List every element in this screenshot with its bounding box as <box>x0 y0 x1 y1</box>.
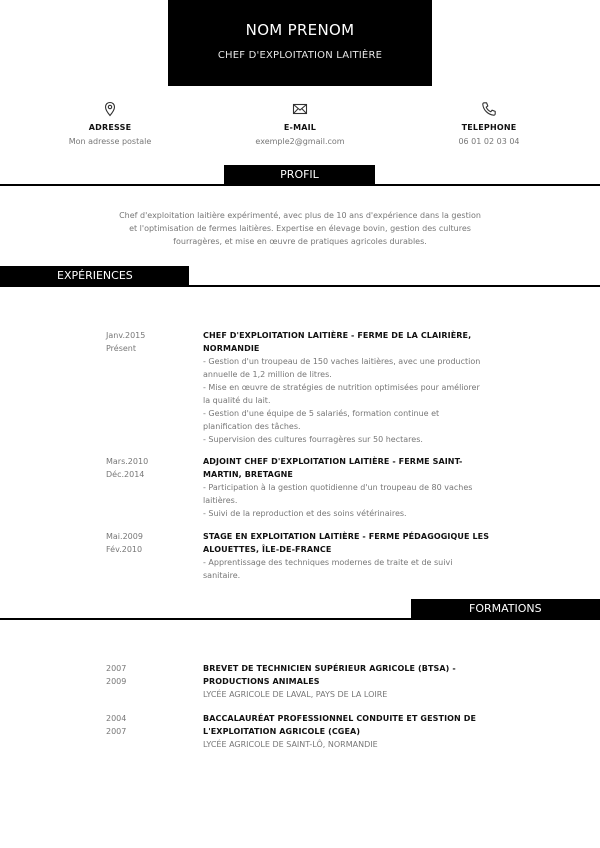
desc-line: - Gestion d'un troupeau de 150 vaches laitières, avec une production <box>203 357 481 366</box>
experience-title <box>203 530 493 556</box>
contact-address <box>10 101 210 146</box>
map-pin-icon <box>102 101 118 117</box>
title-line: BACCALAURÉAT PROFESSIONNEL CONDUITE ET GESTION DE <box>203 714 477 723</box>
title-line: L'EXPLOITATION AGRICOLE (CGEA) <box>203 727 361 736</box>
experience-description <box>203 556 493 582</box>
desc-line: sanitaire. <box>203 571 241 580</box>
date-end: 2009 <box>106 677 127 686</box>
contact-email <box>200 101 400 146</box>
date-end: 2007 <box>106 727 127 736</box>
experience-description <box>203 481 493 520</box>
experience-title <box>203 329 493 355</box>
desc-line: - Gestion d'une équipe de 5 salariés, formation continue et <box>203 409 440 418</box>
formations-heading: FORMATIONS <box>411 599 600 619</box>
experience-item <box>203 530 493 582</box>
formation-title <box>203 662 493 688</box>
profil-text <box>108 209 492 248</box>
desc-line: annuelle de 1,2 million de litres. <box>203 370 332 379</box>
title-line: STAGE EN EXPLOITATION LAITIÈRE - FERME PÉDAGOGIQUE LES <box>203 532 490 541</box>
job-title: CHEF D'EXPLOITATION LAITIÈRE <box>217 50 383 61</box>
desc-line: la qualité du lait. <box>203 396 271 405</box>
formation-title <box>203 712 493 738</box>
desc-line: - Apprentissage des techniques modernes de traite et de suivi <box>203 558 453 567</box>
experience-title <box>203 455 493 481</box>
profil-line: et l'optimisation de fermes laitières. Expertise en élevage bovin, gestion des cultures <box>129 224 471 233</box>
date-start: Janv.2015 <box>106 331 146 340</box>
formation-school: LYCÉE AGRICOLE DE SAINT-LÔ, NORMANDIE <box>203 740 378 749</box>
contact-phone <box>389 101 589 146</box>
experiences-heading: EXPÉRIENCES <box>0 266 189 286</box>
date-end: Présent <box>106 344 137 353</box>
experience-description <box>203 355 493 446</box>
header-box <box>168 0 432 86</box>
profil-heading: PROFIL <box>224 165 375 185</box>
date-start: Mars.2010 <box>106 457 149 466</box>
title-line: CHEF D'EXPLOITATION LAITIÈRE - FERME DE LA CLAIRIÈRE, <box>203 331 472 340</box>
formation-date <box>106 662 176 688</box>
title-line: BREVET DE TECHNICIEN SUPÉRIEUR AGRICOLE (BTSA) - <box>203 664 456 673</box>
profil-line: Chef d'exploitation laitière expérimenté, avec plus de 10 ans d'expérience dans la gestion <box>119 211 481 220</box>
desc-line: laitières. <box>203 496 238 505</box>
experience-item <box>203 329 493 446</box>
desc-line: planification des tâches. <box>203 422 301 431</box>
date-start: 2004 <box>106 714 127 723</box>
experience-date <box>106 455 176 481</box>
contact-label: ADRESSE <box>88 123 132 132</box>
date-end: Fév.2010 <box>106 545 143 554</box>
title-line: NORMANDIE <box>203 344 260 353</box>
contact-value: 06 01 02 03 04 <box>458 137 520 146</box>
title-line: ADJOINT CHEF D'EXPLOITATION LAITIÈRE - FERME SAINT- <box>203 457 463 466</box>
desc-line: - Mise en œuvre de stratégies de nutrition optimisées pour améliorer <box>203 383 480 392</box>
profil-line: fourragères, et mise en œuvre de pratiques agricoles durables. <box>173 237 427 246</box>
contact-label: TELEPHONE <box>461 123 517 132</box>
envelope-icon <box>292 101 308 117</box>
formation-item <box>203 712 493 751</box>
desc-line: - Suivi de la reproduction et des soins vétérinaires. <box>203 509 407 518</box>
date-end: Déc.2014 <box>106 470 145 479</box>
title-line: MARTIN, BRETAGNE <box>203 470 293 479</box>
formation-school: LYCÉE AGRICOLE DE LAVAL, PAYS DE LA LOIRE <box>203 690 388 699</box>
date-start: 2007 <box>106 664 127 673</box>
date-start: Mai.2009 <box>106 532 143 541</box>
phone-icon <box>481 101 497 117</box>
experience-date <box>106 530 176 556</box>
contact-value: Mon adresse postale <box>68 137 152 146</box>
contact-value: exemple2@gmail.com <box>255 137 345 146</box>
formation-item <box>203 662 493 701</box>
title-line: PRODUCTIONS ANIMALES <box>203 677 320 686</box>
experience-date <box>106 329 176 355</box>
title-line: ALOUETTES, ÎLE-DE-FRANCE <box>203 545 332 554</box>
experience-item <box>203 455 493 520</box>
candidate-name: NOM PRENOM <box>245 21 355 39</box>
contact-label: E-MAIL <box>283 123 317 132</box>
formation-date <box>106 712 176 738</box>
desc-line: - Supervision des cultures fourragères sur 50 hectares. <box>203 435 423 444</box>
desc-line: - Participation à la gestion quotidienne d'un troupeau de 80 vaches <box>203 483 473 492</box>
